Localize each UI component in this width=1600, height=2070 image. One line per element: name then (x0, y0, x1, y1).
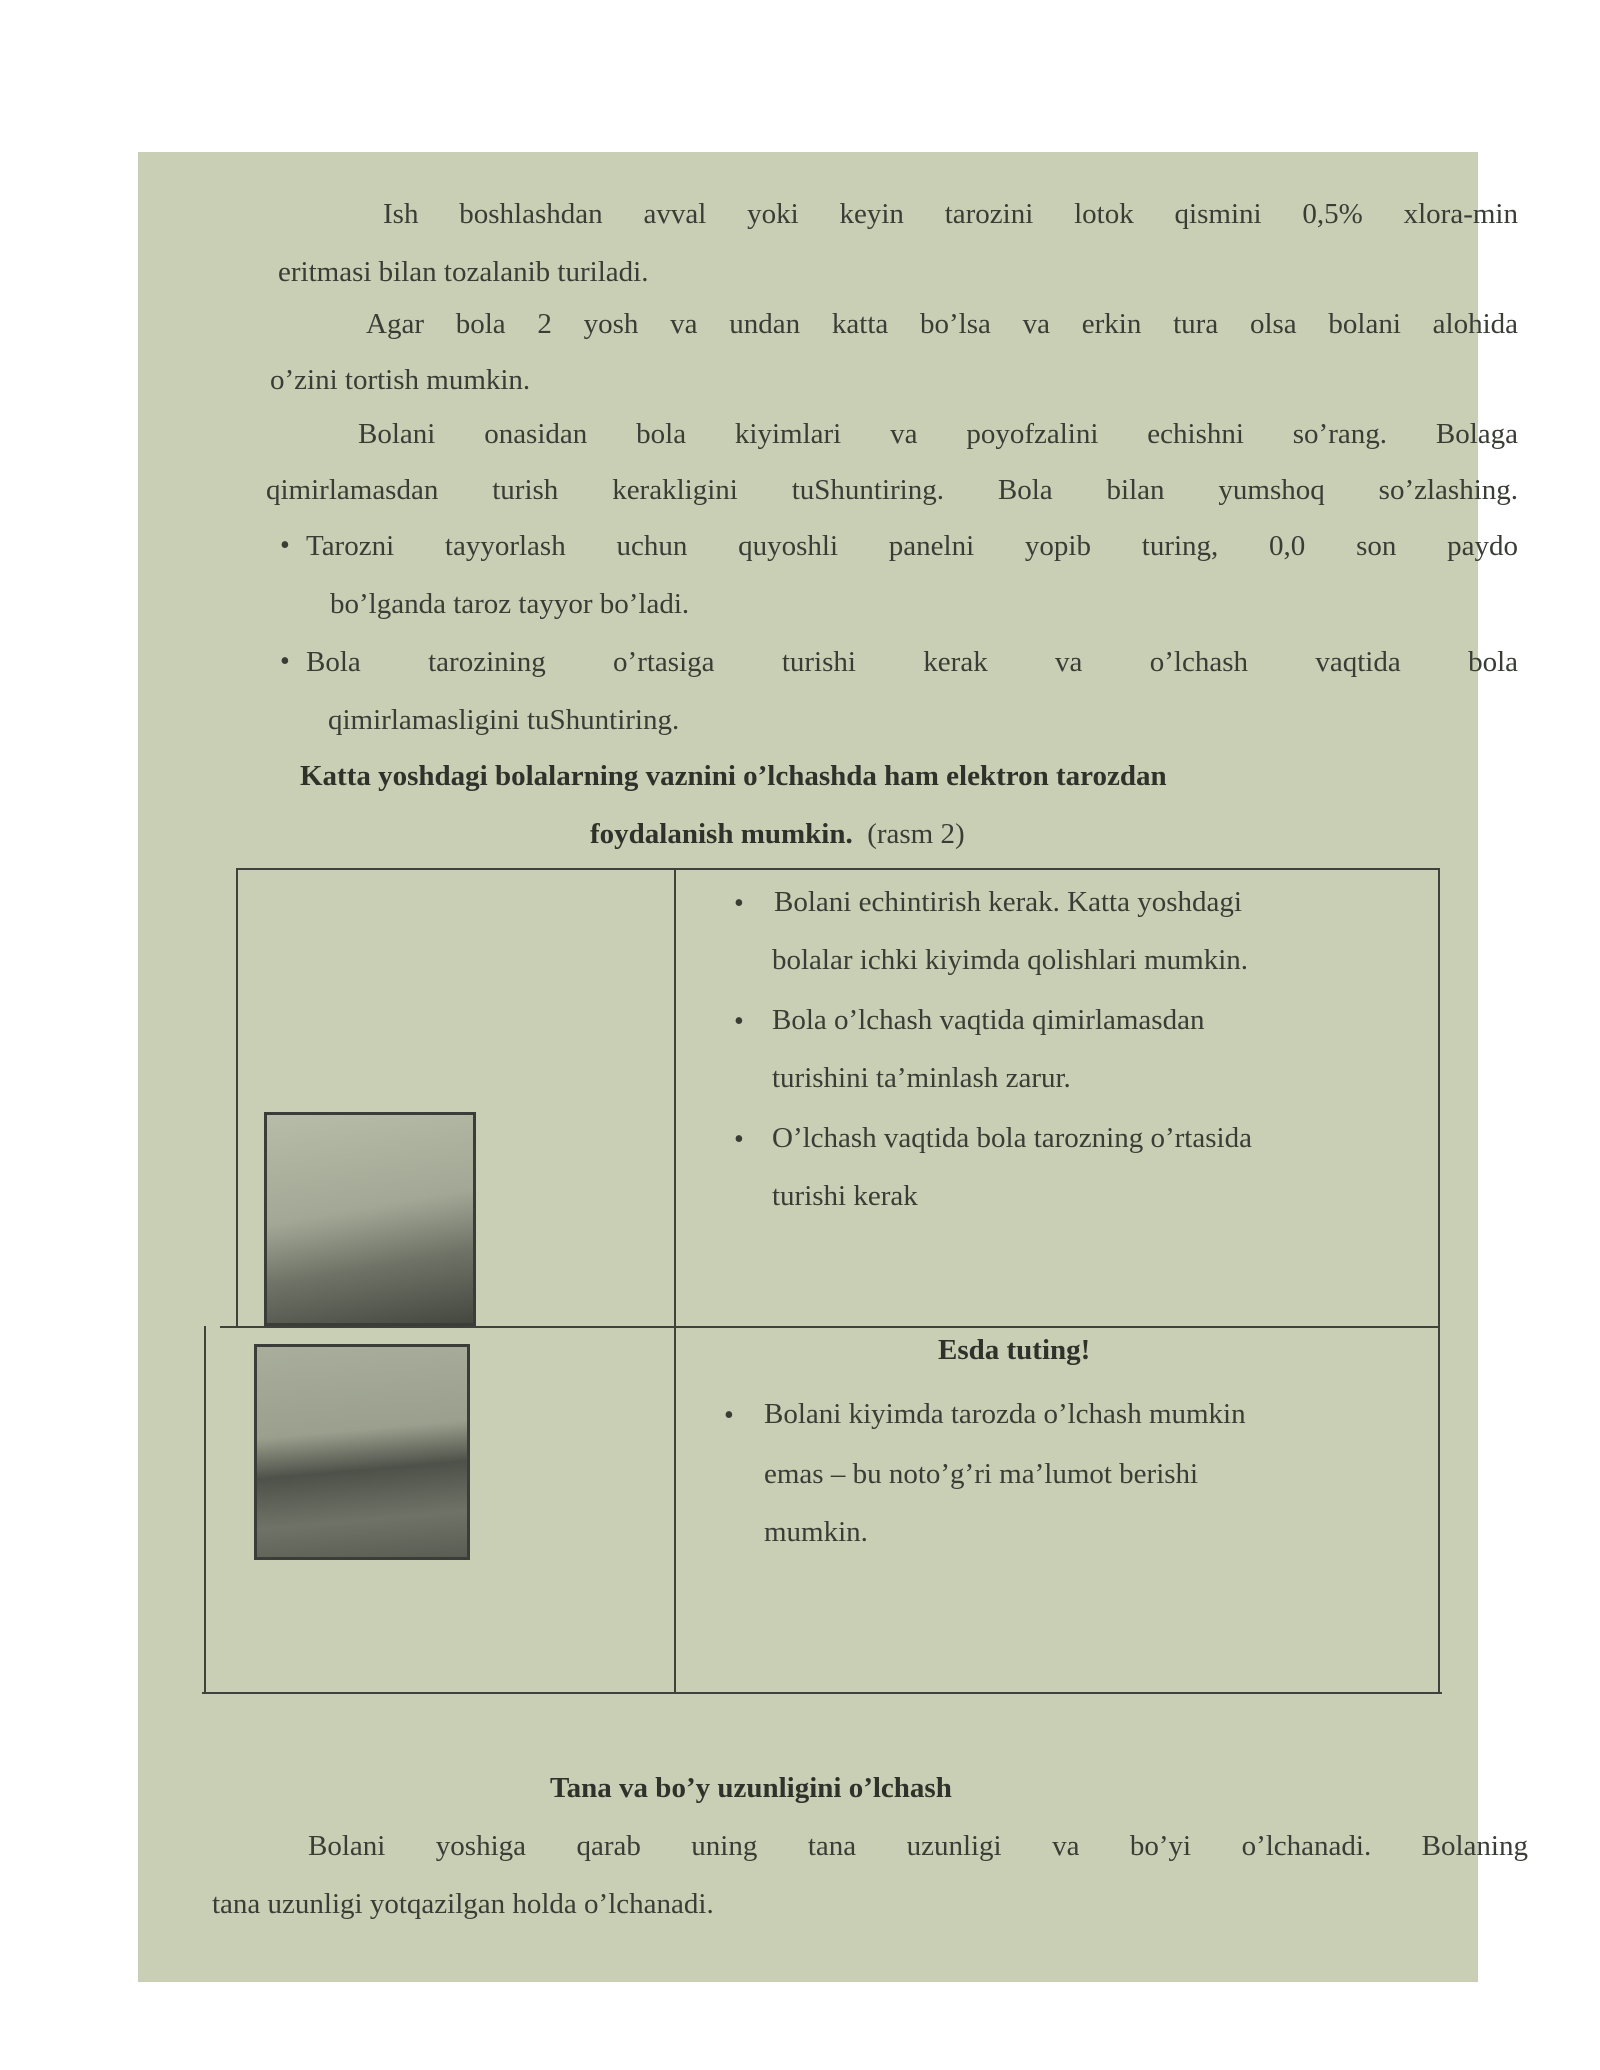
figure-reference: (rasm 2) (867, 818, 965, 850)
table-bullet-2-line-1: Bola o’lchash vaqtida qimirlamasdan (772, 1004, 1205, 1036)
paragraph-4-line-2: tana uzunligi yotqazilgan holda o’lchanadi. (212, 1888, 714, 1920)
table-border-bottom (202, 1692, 1442, 1694)
section-heading-bold: foydalanish mumkin. (590, 818, 853, 850)
bullet-marker: • (734, 888, 744, 919)
table-bullet-3-line-1: O’lchash vaqtida bola tarozning o’rtasida (772, 1122, 1252, 1154)
table-bullet-1-line-1: Bolani echintirish kerak. Katta yoshdagi (774, 886, 1242, 918)
table-column-divider (674, 868, 676, 1694)
document-page (138, 152, 1528, 1982)
table-border-top (238, 868, 1438, 870)
table-bullet-3-line-2: turishi kerak (772, 1180, 918, 1212)
bullet-1-line-1: Tarozni tayyorlash uchun quyoshli panelni yopib turing, 0,0 son paydo (306, 530, 1518, 562)
table-border-right (1438, 868, 1440, 1694)
measurement-heading: Tana va bo’y uzunligini o’lchash (550, 1772, 952, 1804)
remember-bullet-line-1: Bolani kiyimda tarozda o’lchash mumkin (764, 1398, 1246, 1430)
remember-title: Esda tuting! (938, 1334, 1091, 1366)
child-on-scale-photo (264, 1112, 476, 1326)
table-border-left-lower (204, 1326, 206, 1694)
table-bullet-1-line-2: bolalar ichki kiyimda qolishlari mumkin. (772, 944, 1249, 976)
paragraph-1-line-2: eritmasi bilan tozalanib turiladi. (278, 256, 649, 288)
paragraph-3-line-2: qimirlamasdan turish kerakligini tuShuntiring. Bola bilan yumshoq so’zlashing. (266, 474, 1518, 506)
table-row-divider (220, 1326, 1440, 1328)
paragraph-4-line-1: Bolani yoshiga qarab uning tana uzunligi va bo’yi o’lchanadi. Bolaning (308, 1830, 1528, 1862)
paragraph-3-line-1: Bolani onasidan bola kiyimlari va poyofzalini echishni so’rang. Bolaga (358, 418, 1518, 450)
table-bullet-2-line-2: turishini ta’minlash zarur. (772, 1062, 1071, 1094)
bullet-marker: • (724, 1400, 734, 1431)
section-heading-line-2 (590, 816, 965, 852)
paragraph-2-line-1: Agar bola 2 yosh va undan katta bo’lsa va erkin tura olsa bolani alohida (366, 308, 1518, 340)
bullet-2-line-2: qimirlamasligini tuShuntiring. (328, 704, 680, 736)
bullet-1-line-2: bo’lganda taroz tayyor bo’ladi. (330, 588, 690, 620)
bullet-marker: • (734, 1006, 744, 1037)
bullet-2-line-1: Bola tarozining o’rtasiga turishi kerak va o’lchash vaqtida bola (306, 646, 1518, 678)
remember-bullet-line-2: emas – bu noto’g’ri ma’lumot berishi (764, 1458, 1199, 1490)
bullet-marker: • (734, 1124, 744, 1155)
paragraph-1-line-1: Ish boshlashdan avval yoki keyin tarozini lotok qismini 0,5% xlora-min (383, 198, 1518, 230)
bullet-marker: • (280, 530, 290, 561)
bullet-marker: • (280, 646, 290, 677)
section-heading-line-1: Katta yoshdagi bolalarning vaznini o’lchashda ham elektron tarozdan (300, 760, 1167, 792)
table-border-left-upper (236, 868, 238, 1328)
child-clothed-photo (254, 1344, 470, 1560)
paragraph-2-line-2: o’zini tortish mumkin. (270, 364, 531, 396)
remember-bullet-line-3: mumkin. (764, 1516, 868, 1548)
